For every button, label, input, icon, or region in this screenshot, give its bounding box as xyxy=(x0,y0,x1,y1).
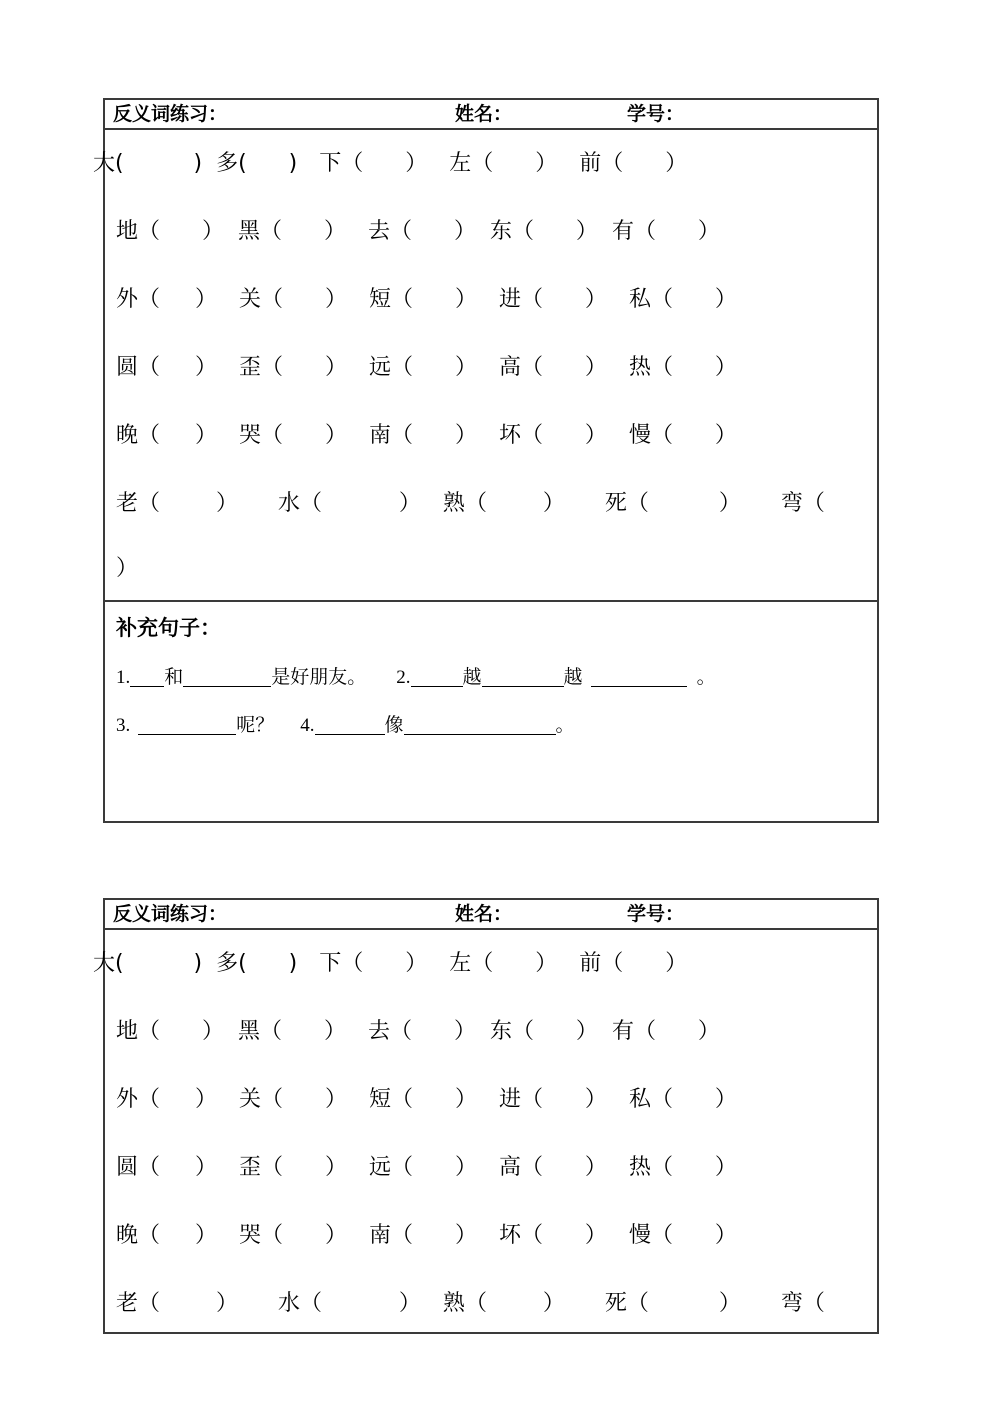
antonym-item xyxy=(612,998,720,1066)
antonym-word: 歪 xyxy=(238,1155,261,1180)
antonym-item xyxy=(579,930,687,998)
antonym-blank[interactable]: （ ） xyxy=(138,1155,217,1180)
antonym-blank[interactable]: （ ） xyxy=(464,491,565,516)
antonym-item xyxy=(605,470,741,538)
antonym-word: 左 xyxy=(449,951,472,976)
antonym-item xyxy=(443,1270,565,1338)
antonym-word: 关 xyxy=(238,1087,261,1112)
antonym-blank[interactable]: （ ） xyxy=(520,1223,607,1248)
sentence-text: 3. xyxy=(116,715,131,736)
antonym-blank[interactable]: ( ) xyxy=(238,951,298,976)
antonym-word: 坏 xyxy=(498,1223,521,1248)
antonym-word: 熟 xyxy=(442,1291,465,1316)
antonym-item xyxy=(93,130,202,198)
antonym-item xyxy=(369,1202,477,1270)
antonym-word: 东 xyxy=(489,1019,512,1044)
sentence-text: 像 xyxy=(384,715,404,736)
antonym-blank[interactable]: （ ） xyxy=(390,1087,477,1112)
antonym-blank[interactable]: （ xyxy=(802,491,825,516)
antonym-blank[interactable]: （ ） xyxy=(341,151,428,176)
antonym-item xyxy=(629,1066,737,1134)
antonym-word: 有 xyxy=(611,219,634,244)
answer-blank[interactable] xyxy=(404,714,556,735)
antonym-item xyxy=(499,1134,607,1202)
antonym-item xyxy=(238,998,346,1066)
antonym-item xyxy=(369,266,477,334)
antonym-word: 弯 xyxy=(780,491,803,516)
antonym-word: 进 xyxy=(498,287,521,312)
antonym-exercise-body xyxy=(93,930,877,1338)
antonym-word: 热 xyxy=(628,1155,651,1180)
antonym-item xyxy=(369,334,477,402)
antonym-item xyxy=(490,998,598,1066)
antonym-word: 歪 xyxy=(238,355,261,380)
antonym-word: 热 xyxy=(628,355,651,380)
antonym-item xyxy=(629,334,737,402)
antonym-blank[interactable]: （ ） xyxy=(390,1155,477,1180)
antonym-blank[interactable]: （ ） xyxy=(138,355,217,380)
antonym-blank[interactable]: （ ） xyxy=(520,287,607,312)
sentence-text: 是好朋友。 xyxy=(271,667,367,688)
antonym-blank[interactable]: （ ） xyxy=(520,1087,607,1112)
antonym-word: 慢 xyxy=(628,1223,651,1248)
antonym-item xyxy=(116,1066,217,1134)
antonym-row xyxy=(93,930,877,998)
antonym-item xyxy=(449,130,557,198)
antonym-word: 短 xyxy=(368,287,391,312)
antonym-word: 地 xyxy=(116,1019,139,1044)
fill-in-line xyxy=(105,654,877,702)
antonym-blank[interactable]: （ ） xyxy=(260,219,346,244)
antonym-blank-close[interactable]: ） xyxy=(116,556,139,581)
antonym-item xyxy=(369,1066,477,1134)
answer-blank[interactable] xyxy=(315,714,385,735)
antonym-word: 黑 xyxy=(237,219,260,244)
antonym-item xyxy=(116,1202,217,1270)
antonym-word: 圆 xyxy=(116,355,139,380)
antonym-item xyxy=(499,1066,607,1134)
antonym-blank[interactable]: （ ） xyxy=(261,423,347,448)
antonym-blank[interactable]: （ ） xyxy=(471,951,558,976)
antonym-item xyxy=(216,930,297,998)
antonym-item xyxy=(116,198,224,266)
antonym-blank[interactable]: ( ) xyxy=(238,151,298,176)
antonym-word: 多 xyxy=(216,951,239,976)
antonym-word: 进 xyxy=(498,1087,521,1112)
antonym-item xyxy=(278,470,421,538)
antonym-blank[interactable]: （ ） xyxy=(511,1019,598,1044)
antonym-blank[interactable]: （ ） xyxy=(520,1155,607,1180)
antonym-word: 大 xyxy=(93,151,116,176)
antonym-word: 左 xyxy=(449,151,472,176)
antonym-blank[interactable]: （ ） xyxy=(511,219,598,244)
antonym-blank[interactable]: ( ) xyxy=(115,151,203,176)
antonym-blank[interactable]: （ ） xyxy=(138,1291,238,1316)
antonym-word: 外 xyxy=(116,1087,139,1112)
antonym-word: 私 xyxy=(628,1087,651,1112)
antonym-blank[interactable]: （ ） xyxy=(138,1223,217,1248)
antonym-blank[interactable]: （ ） xyxy=(520,423,607,448)
antonym-blank[interactable]: （ ） xyxy=(471,151,558,176)
antonym-word: 哭 xyxy=(238,423,261,448)
antonym-item xyxy=(239,1202,347,1270)
antonym-word: 远 xyxy=(368,1155,391,1180)
antonym-blank[interactable]: （ ） xyxy=(261,355,347,380)
antonym-row xyxy=(105,470,877,538)
fill-in-line xyxy=(105,702,877,750)
name-label: 姓名： xyxy=(455,103,513,125)
antonym-word: 前 xyxy=(579,151,602,176)
antonym-item xyxy=(499,266,607,334)
antonym-blank[interactable]: （ ） xyxy=(138,219,224,244)
antonym-word: 水 xyxy=(277,491,300,516)
antonym-blank[interactable]: （ ） xyxy=(626,1291,741,1316)
antonym-item xyxy=(239,402,347,470)
antonym-word: 死 xyxy=(604,491,627,516)
antonym-blank[interactable]: （ ） xyxy=(601,951,688,976)
antonym-item xyxy=(499,1202,607,1270)
sentence-text: 1. xyxy=(116,667,131,688)
antonym-blank[interactable]: （ xyxy=(802,1291,825,1316)
antonym-word: 高 xyxy=(498,1155,521,1180)
antonym-item xyxy=(605,1270,741,1338)
antonym-worksheet-copy-2 xyxy=(93,898,879,1334)
antonym-item xyxy=(629,1202,737,1270)
antonym-word: 高 xyxy=(498,355,521,380)
antonym-row xyxy=(105,1202,877,1270)
antonym-item xyxy=(116,998,224,1066)
antonym-item xyxy=(443,470,565,538)
antonym-word: 外 xyxy=(116,287,139,312)
antonym-blank[interactable]: （ ） xyxy=(389,219,476,244)
antonym-blank[interactable]: （ ） xyxy=(650,355,737,380)
antonym-item xyxy=(116,266,217,334)
antonym-word: 慢 xyxy=(628,423,651,448)
antonym-blank[interactable]: （ ） xyxy=(633,219,720,244)
antonym-word: 关 xyxy=(238,287,261,312)
antonym-word: 老 xyxy=(116,491,139,516)
antonym-blank[interactable]: （ ） xyxy=(520,355,607,380)
answer-blank[interactable] xyxy=(138,714,236,735)
sentence-text: 越 xyxy=(563,667,583,688)
antonym-item xyxy=(490,198,598,266)
antonym-item xyxy=(239,1066,347,1134)
antonym-word: 远 xyxy=(368,355,391,380)
antonym-blank[interactable]: （ ） xyxy=(390,1223,477,1248)
antonym-word: 有 xyxy=(611,1019,634,1044)
antonym-row xyxy=(105,998,877,1066)
antonym-blank[interactable]: （ ） xyxy=(650,1223,737,1248)
antonym-row xyxy=(105,1066,877,1134)
antonym-item xyxy=(116,334,217,402)
student-id-label: 学号： xyxy=(627,103,685,125)
antonym-item xyxy=(612,198,720,266)
antonym-row xyxy=(105,1270,877,1338)
antonym-blank[interactable]: （ ） xyxy=(299,491,421,516)
antonym-item xyxy=(579,130,687,198)
antonym-item xyxy=(238,198,346,266)
antonym-item xyxy=(239,334,347,402)
antonym-blank[interactable]: （ ） xyxy=(650,287,737,312)
antonym-word: 短 xyxy=(368,1087,391,1112)
antonym-row-wrapped-paren xyxy=(105,538,877,600)
antonym-word: 弯 xyxy=(780,1291,803,1316)
antonym-worksheet-copy-1 xyxy=(93,98,879,823)
antonym-blank[interactable]: （ ） xyxy=(138,1019,224,1044)
antonym-word: 南 xyxy=(368,1223,391,1248)
antonym-item xyxy=(116,402,217,470)
antonym-word: 晚 xyxy=(116,1223,139,1248)
antonym-blank[interactable]: （ ） xyxy=(261,1087,347,1112)
antonym-item xyxy=(368,998,476,1066)
student-id-label: 学号： xyxy=(627,903,685,925)
antonym-blank[interactable]: （ ） xyxy=(138,423,217,448)
antonym-item xyxy=(116,1270,238,1338)
antonym-item xyxy=(369,402,477,470)
antonym-blank[interactable]: （ ） xyxy=(261,287,347,312)
antonym-word: 地 xyxy=(116,219,139,244)
antonym-row xyxy=(105,1134,877,1202)
antonym-word: 黑 xyxy=(237,1019,260,1044)
antonym-item xyxy=(216,130,297,198)
sentence-text: 和 xyxy=(164,667,184,688)
sentence-text: 4. xyxy=(300,715,315,736)
antonym-item xyxy=(499,402,607,470)
answer-blank[interactable] xyxy=(183,666,271,687)
answer-blank[interactable] xyxy=(130,666,164,687)
antonym-blank[interactable]: （ ） xyxy=(261,1223,347,1248)
antonym-row xyxy=(93,130,877,198)
antonym-blank[interactable]: （ ） xyxy=(650,1155,737,1180)
antonym-blank[interactable]: （ ） xyxy=(626,491,741,516)
antonym-blank[interactable]: （ ） xyxy=(464,1291,565,1316)
antonym-word: 晚 xyxy=(116,423,139,448)
antonym-word: 下 xyxy=(319,951,342,976)
antonym-blank[interactable]: （ ） xyxy=(650,423,737,448)
antonym-word: 死 xyxy=(604,1291,627,1316)
antonym-blank[interactable]: （ ） xyxy=(138,287,217,312)
antonym-row xyxy=(105,334,877,402)
antonym-word: 熟 xyxy=(442,491,465,516)
antonym-word: 坏 xyxy=(498,423,521,448)
antonym-item xyxy=(319,930,427,998)
antonym-item xyxy=(239,1134,347,1202)
antonym-item xyxy=(499,334,607,402)
worksheet-title: 反义词练习： xyxy=(113,103,228,125)
answer-blank[interactable] xyxy=(482,666,564,687)
antonym-row xyxy=(105,266,877,334)
antonym-item xyxy=(629,266,737,334)
antonym-item xyxy=(278,1270,421,1338)
antonym-word: 圆 xyxy=(116,1155,139,1180)
antonym-blank[interactable]: （ ） xyxy=(650,1087,737,1112)
fill-in-sentences-section xyxy=(105,600,877,750)
antonym-blank[interactable]: （ ） xyxy=(389,1019,476,1044)
antonym-blank[interactable]: （ ） xyxy=(138,491,238,516)
antonym-item xyxy=(369,1134,477,1202)
sentence-text: 2. xyxy=(396,667,411,688)
antonym-exercise-body xyxy=(93,130,877,600)
antonym-item xyxy=(781,470,825,538)
worksheet-header xyxy=(105,100,877,130)
antonym-word: 老 xyxy=(116,1291,139,1316)
worksheet-header xyxy=(105,900,877,930)
antonym-item xyxy=(368,198,476,266)
name-label: 姓名： xyxy=(455,903,513,925)
antonym-blank[interactable]: （ ） xyxy=(260,1019,346,1044)
sentence-text: 越 xyxy=(462,667,482,688)
antonym-item xyxy=(239,266,347,334)
antonym-word: 东 xyxy=(489,219,512,244)
antonym-item xyxy=(781,1270,825,1338)
sentence-text: 。 xyxy=(555,715,575,736)
answer-blank[interactable] xyxy=(411,666,463,687)
antonym-word: 多 xyxy=(216,151,239,176)
antonym-blank[interactable]: （ ） xyxy=(341,951,428,976)
antonym-word: 南 xyxy=(368,423,391,448)
antonym-blank[interactable]: （ ） xyxy=(390,287,477,312)
antonym-row xyxy=(105,198,877,266)
antonym-item xyxy=(116,1134,217,1202)
antonym-word: 私 xyxy=(628,287,651,312)
antonym-item xyxy=(116,470,238,538)
worksheet-title: 反义词练习： xyxy=(113,903,228,925)
antonym-word: 大 xyxy=(93,951,116,976)
antonym-blank[interactable]: ( ) xyxy=(115,951,203,976)
antonym-item xyxy=(93,930,202,998)
sentence-text: 呢？ xyxy=(236,715,275,736)
antonym-blank[interactable]: （ ） xyxy=(601,151,688,176)
antonym-word: 哭 xyxy=(238,1223,261,1248)
antonym-word: 去 xyxy=(367,1019,390,1044)
antonym-item xyxy=(629,1134,737,1202)
antonym-word: 前 xyxy=(579,951,602,976)
antonym-word: 下 xyxy=(319,151,342,176)
antonym-blank[interactable]: （ ） xyxy=(138,1087,217,1112)
antonym-word: 去 xyxy=(367,219,390,244)
antonym-blank[interactable]: （ ） xyxy=(261,1155,347,1180)
antonym-blank[interactable]: （ ） xyxy=(390,355,477,380)
fill-in-title: 补充句子： xyxy=(116,616,221,640)
antonym-blank[interactable]: （ ） xyxy=(633,1019,720,1044)
antonym-blank[interactable]: （ ） xyxy=(299,1291,421,1316)
antonym-word: 水 xyxy=(277,1291,300,1316)
antonym-item xyxy=(319,130,427,198)
answer-blank[interactable] xyxy=(591,666,687,687)
antonym-item xyxy=(629,402,737,470)
antonym-item xyxy=(449,930,557,998)
antonym-blank[interactable]: （ ） xyxy=(390,423,477,448)
antonym-row xyxy=(105,402,877,470)
sentence-text: 。 xyxy=(696,667,716,688)
